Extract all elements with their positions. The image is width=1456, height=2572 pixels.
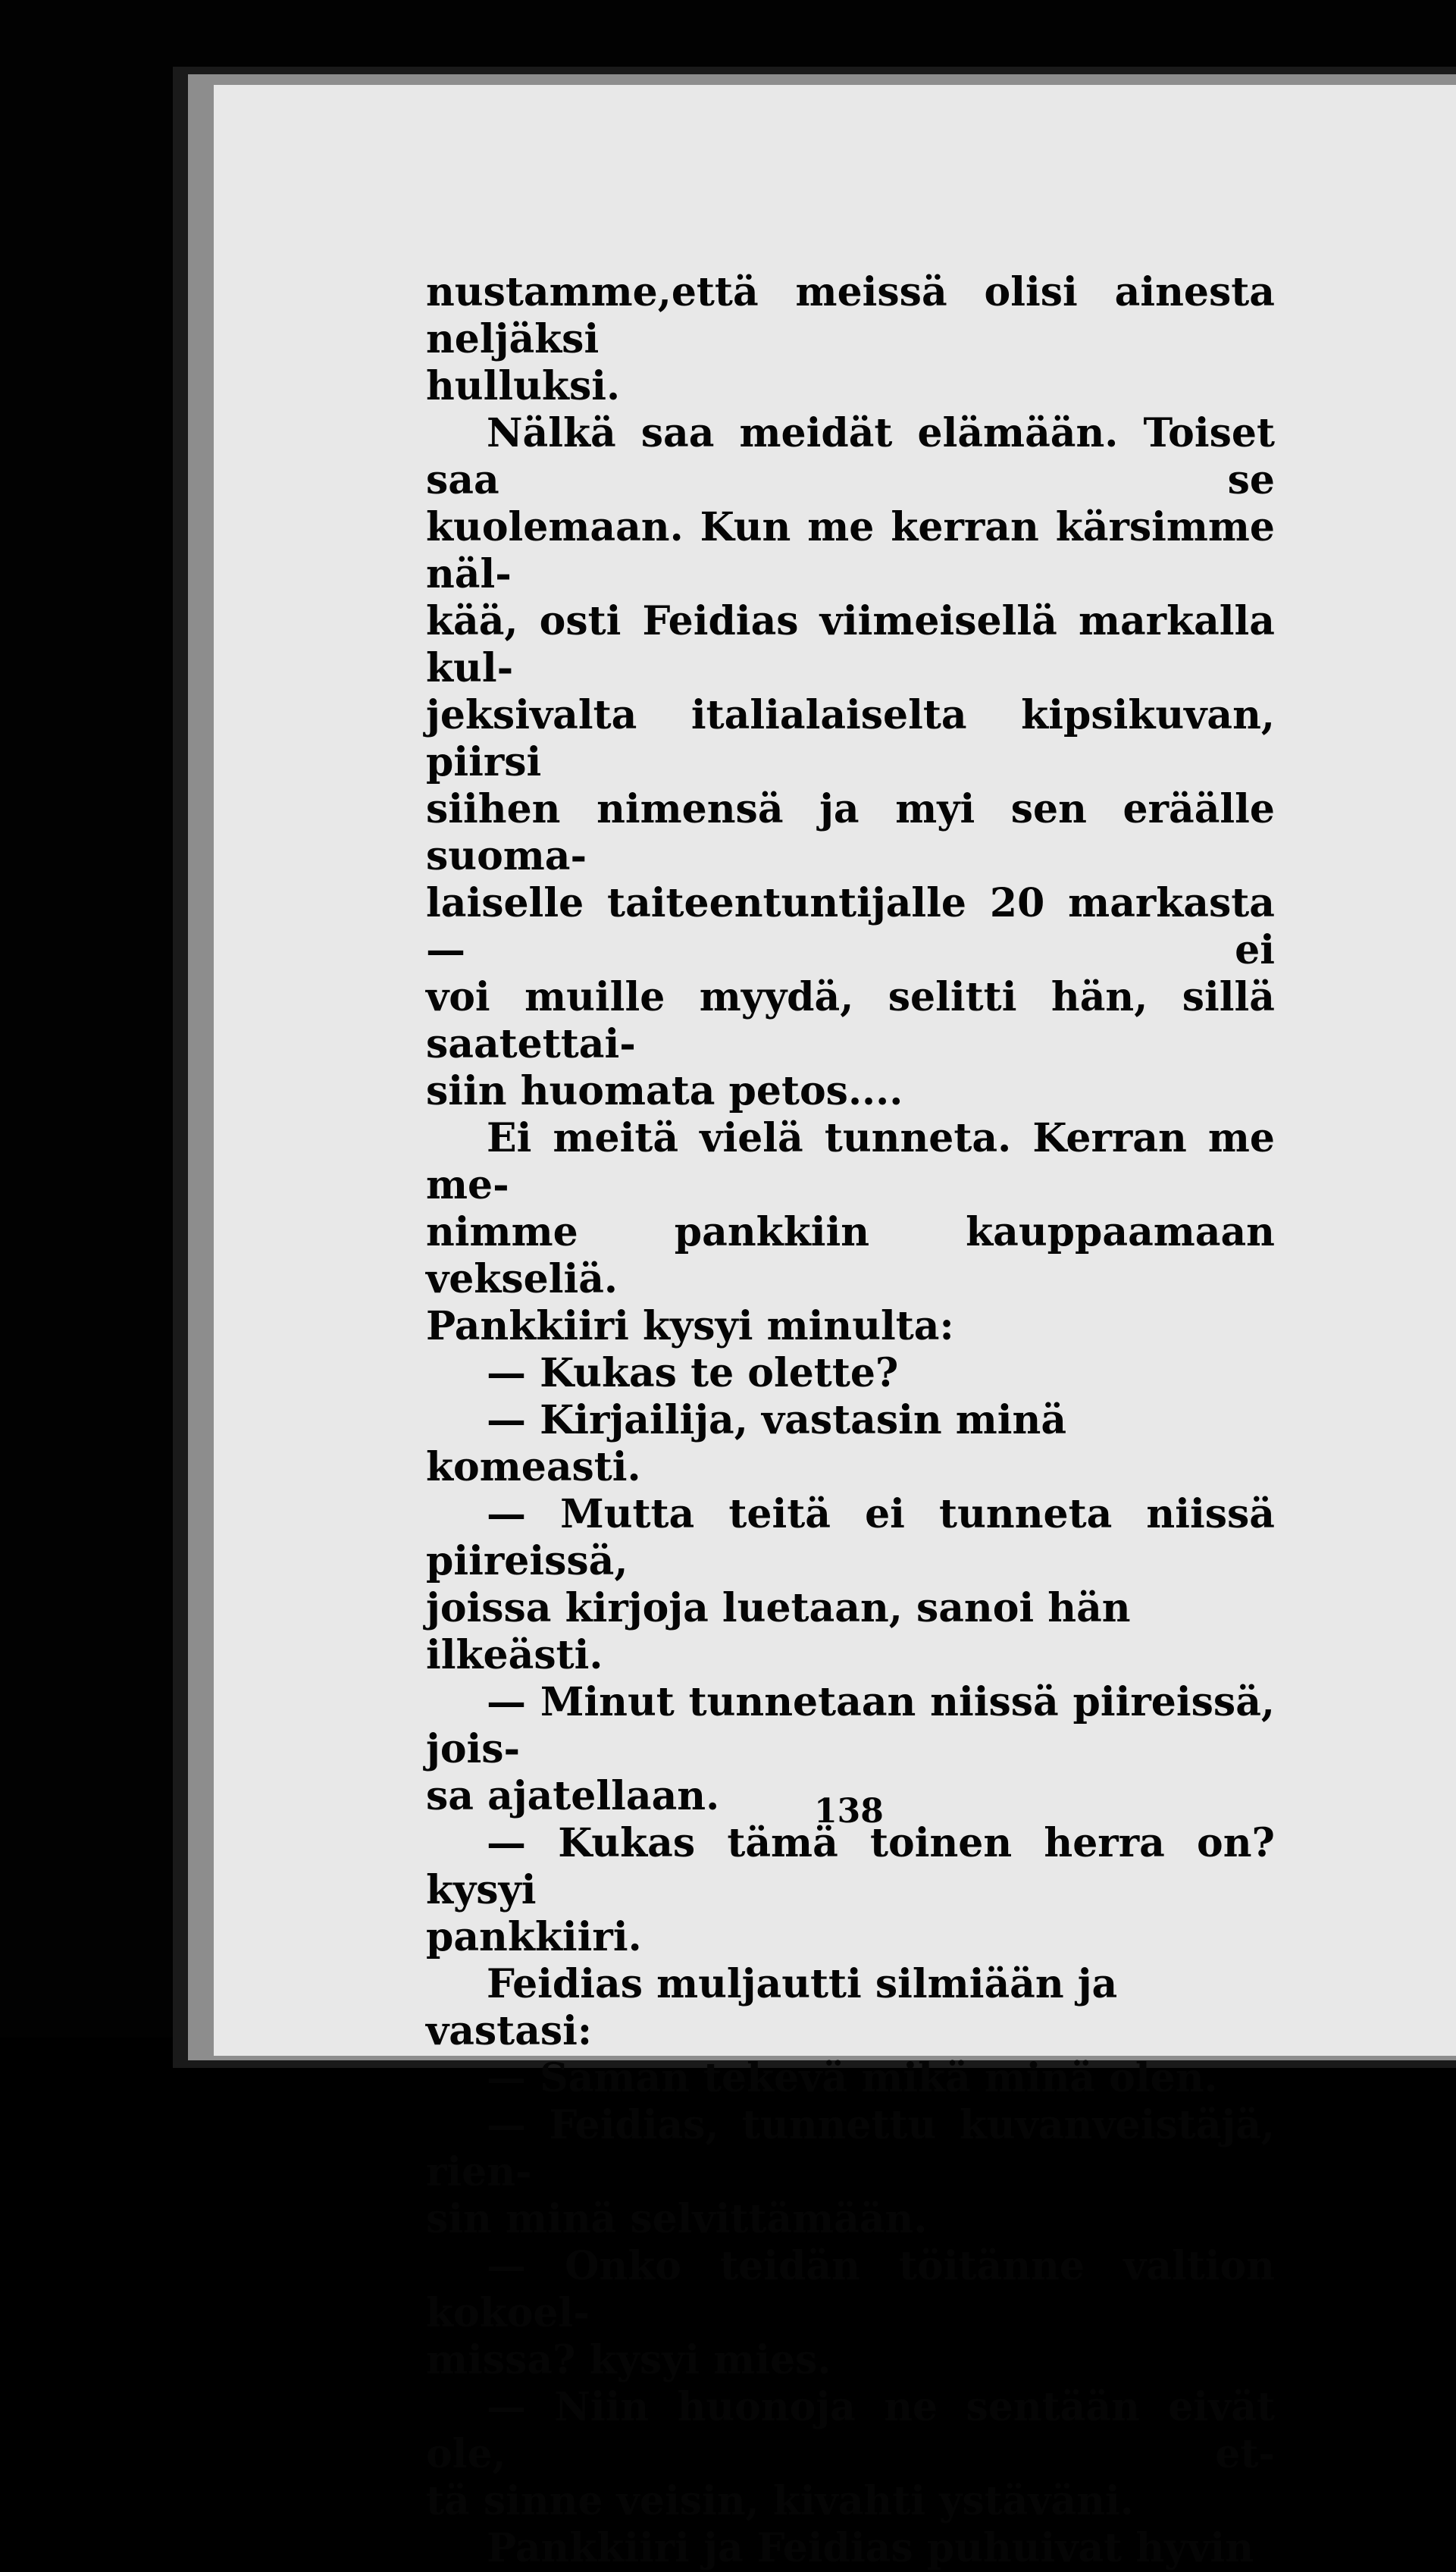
- paragraph: [426, 2243, 1275, 2384]
- paragraph: [426, 410, 1275, 1115]
- text-line: — Kukas tämä toinen herra on? kysyi: [426, 1820, 1275, 1913]
- text-line: — Kirjailija, vastasin minä komeasti.: [426, 1397, 1067, 1490]
- body-text: [426, 269, 1275, 2572]
- text-line: kää, osti Feidias viimeisellä markalla kul-: [426, 598, 1275, 691]
- text-line: — Niin huonoja ne sentään eivät ole, et-: [426, 2384, 1275, 2477]
- text-line: jeksivalta italialaiselta kipsikuvan, piirsi: [426, 692, 1275, 785]
- text-line: joissa kirjoja luetaan, sanoi hän ilkeästi.: [426, 1585, 1131, 1678]
- text-line: Pankkiiri ja Feidias puhuivat hyvin: [487, 2525, 1254, 2571]
- paragraph: [426, 1961, 1275, 2055]
- text-line: — Mutta teitä ei tunneta niissä piireissä,: [426, 1491, 1275, 1584]
- paragraph: [426, 1115, 1275, 1350]
- paragraph: [426, 269, 1275, 410]
- text-line: nimme pankkiin kauppaamaan vekseliä.: [426, 1209, 1275, 1302]
- paragraph: [426, 1350, 1275, 1397]
- text-line: — Minut tunnetaan niissä piireissä, jois-: [426, 1679, 1275, 1772]
- text-line: — Saman tekevä mikä minä olen.: [487, 2055, 1218, 2101]
- text-line: hulluksi.: [426, 363, 621, 409]
- paragraph: [426, 1491, 1275, 1679]
- text-line: sa ajatellaan.: [426, 1773, 720, 1819]
- text-line: — Kukas te olette?: [487, 1350, 899, 1396]
- text-line: Pankkiiri kysyi minulta:: [426, 1303, 954, 1349]
- text-line: Ei meitä vielä tunneta. Kerran me me-: [426, 1115, 1275, 1208]
- text-line: — Onko teidän töitänne valtion kokoel-: [426, 2243, 1275, 2336]
- paragraph: [426, 2384, 1275, 2525]
- text-line: Nälkä saa meidät elämään. Toiset saa se: [426, 410, 1275, 503]
- text-line: Feidias muljautti silmiään ja vastasi:: [426, 1961, 1118, 2054]
- paragraph: [426, 1820, 1275, 1961]
- text-line: siihen nimensä ja myi sen eräälle suoma-: [426, 786, 1275, 879]
- text-line: sin minä selvittämään.: [426, 2196, 928, 2242]
- text-line: siin huomata petos....: [426, 1068, 903, 1114]
- paragraph: [426, 2525, 1275, 2572]
- text-line: — Feidias, tunnettu kuvanveistäjä, rien-: [426, 2102, 1275, 2195]
- paragraph: [426, 1397, 1275, 1491]
- text-line: kuolemaan. Kun me kerran kärsimme näl-: [426, 504, 1275, 597]
- paragraph: [426, 2102, 1275, 2243]
- paragraph: [426, 2055, 1275, 2102]
- text-line: laiselle taiteentuntijalle 20 markasta — ei: [426, 880, 1275, 973]
- text-line: nustamme,että meissä olisi ainesta neljäksi: [426, 269, 1275, 362]
- text-line: pankkiiri.: [426, 1914, 642, 1960]
- text-line: voi muille myydä, selitti hän, sillä saatettai-: [426, 974, 1275, 1067]
- text-line: tä sinne veisin, kivahti ystäväni.: [426, 2478, 1134, 2524]
- page-number: 138: [814, 1792, 884, 1831]
- text-line: missa? kysyi mies.: [426, 2337, 831, 2383]
